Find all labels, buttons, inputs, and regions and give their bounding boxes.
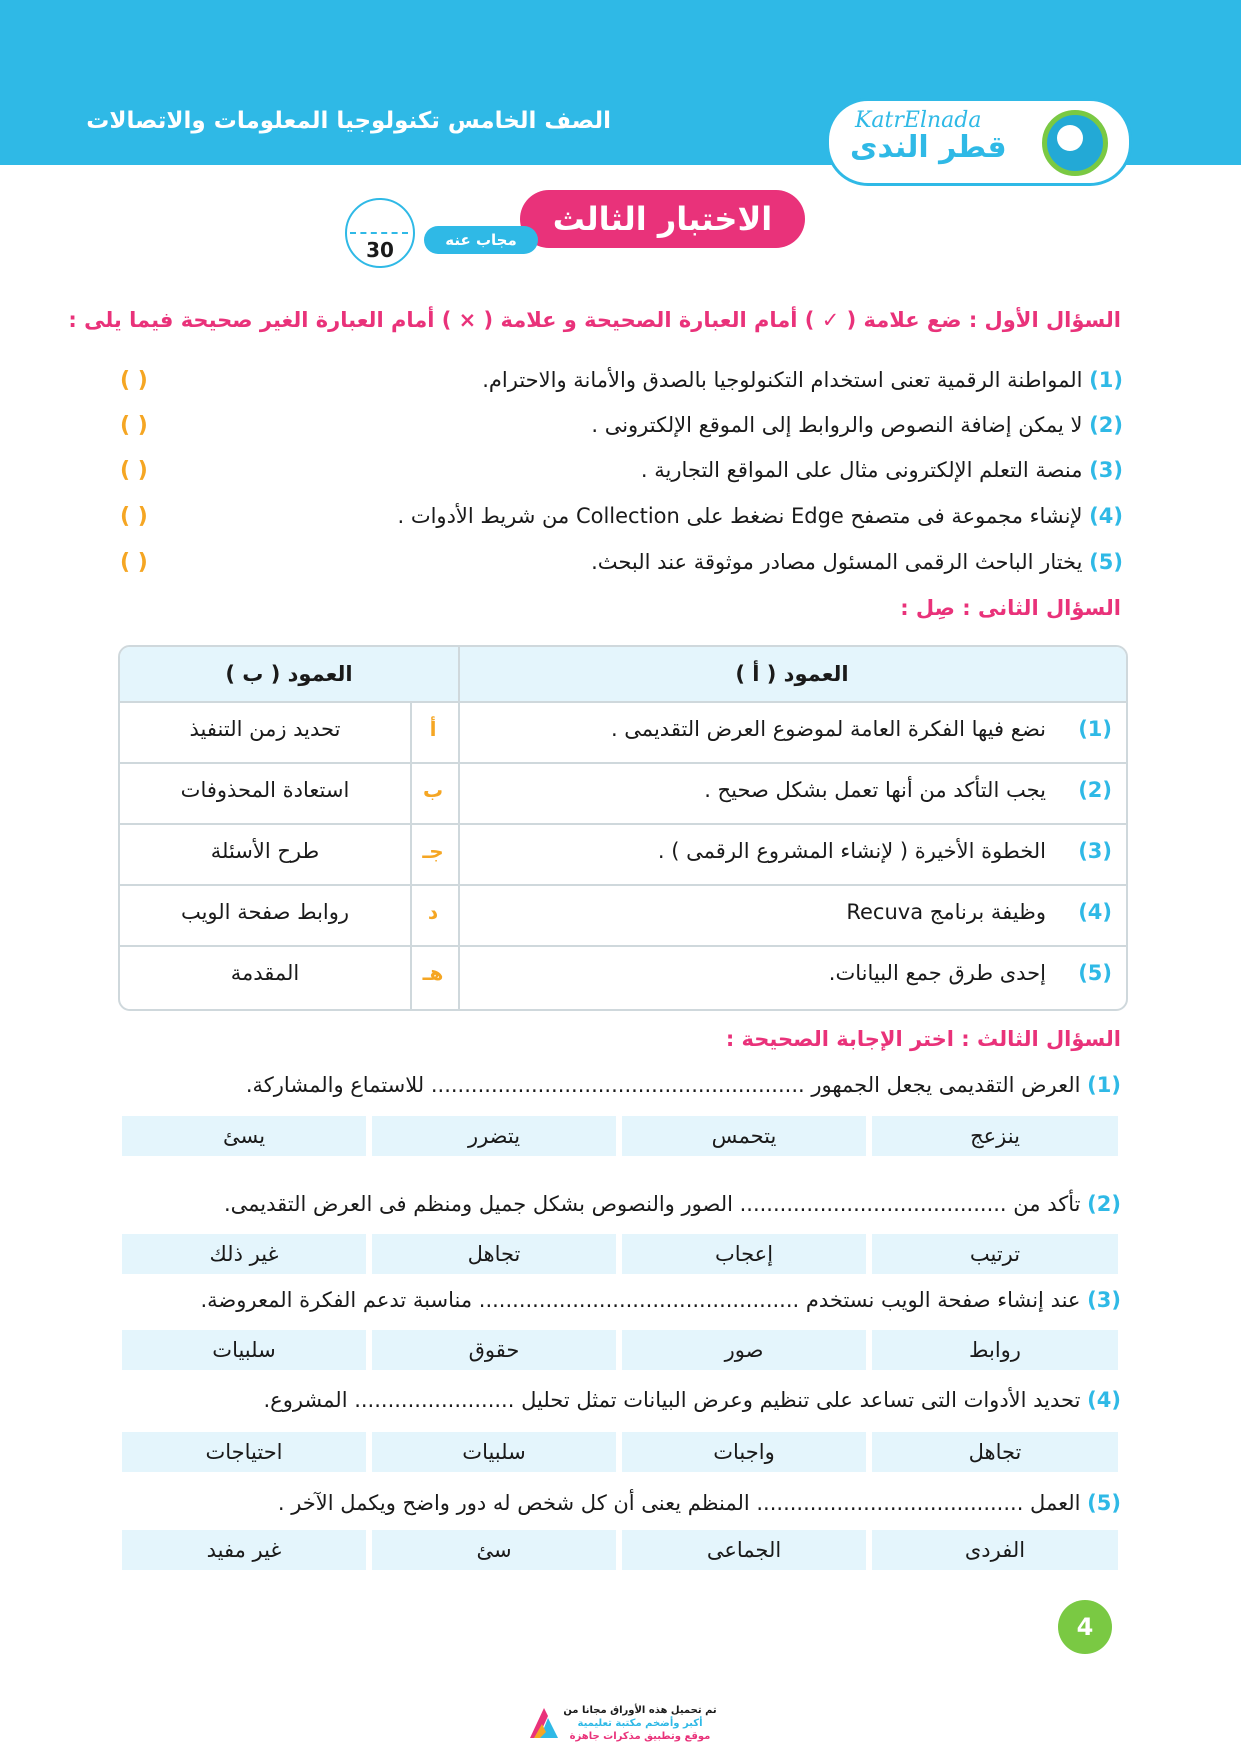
q3-question-text: عند إنشاء صفحة الويب نستخدم ................................................ مناسبة تدعم الفكرة المعروضة. — [200, 1288, 1081, 1312]
page-number: 4 — [1058, 1600, 1112, 1654]
q3-question — [278, 1491, 1121, 1515]
q1-item-num: (1) — [1089, 368, 1123, 392]
q3-question — [263, 1388, 1121, 1412]
col-b-letter: جـ — [422, 839, 444, 863]
q1-answer-paren[interactable]: ( ) — [120, 504, 148, 529]
logo-arabic-text: قطر الندى — [850, 130, 1007, 165]
q1-item-num: (4) — [1089, 504, 1123, 528]
row-divider — [120, 701, 1126, 703]
q3-option[interactable]: الجماعى — [622, 1530, 866, 1570]
col-a-text: نضع فيها الفكرة العامة لموضوع العرض التقديمى . — [610, 717, 1046, 741]
col-a-header: العمود ( أ ) — [458, 647, 1126, 701]
q1-item-text: لا يمكن إضافة النصوص والروابط إلى الموقع الإلكترونى . — [591, 413, 1083, 437]
test-title: الاختبار الثالث — [520, 190, 805, 248]
col-b-letter: د — [427, 900, 439, 924]
q3-option[interactable]: صور — [622, 1330, 866, 1370]
col-b-text: تحديد زمن التنفيذ — [189, 717, 341, 741]
q3-option[interactable]: تجاهل — [372, 1234, 616, 1274]
q3-option[interactable]: يتحمس — [622, 1116, 866, 1156]
q3-option[interactable]: تجاهل — [872, 1432, 1118, 1472]
q3-option[interactable]: واجبات — [622, 1432, 866, 1472]
q3-question-text: العمل ........................................ المنظم يعنى أن كل شخص له دور واضح ويكمل الآخر . — [277, 1491, 1081, 1515]
q1-item — [397, 504, 1123, 528]
answered-badge: مجاب عنه — [424, 226, 538, 254]
col-b-letter: أ — [429, 717, 437, 741]
q2-heading: السؤال الثانى : صِل : — [900, 596, 1121, 620]
q1-item — [641, 458, 1123, 482]
matching-table — [118, 645, 1128, 1011]
q3-option[interactable]: احتياجات — [122, 1432, 366, 1472]
col-b-text: استعادة المحذوفات — [180, 778, 350, 802]
q3-question-text: العرض التقديمى يجعل الجمهور ........................................................ للاستماع والمشاركة. — [245, 1073, 1081, 1097]
footer-logo-icon — [528, 1704, 560, 1740]
q1-answer-paren[interactable]: ( ) — [120, 550, 148, 575]
q3-question-num: (5) — [1087, 1491, 1121, 1515]
col-a-num: (3) — [1078, 839, 1112, 863]
q3-question — [200, 1288, 1121, 1312]
q3-option[interactable]: سلبيات — [122, 1330, 366, 1370]
q3-option[interactable]: سلبيات — [372, 1432, 616, 1472]
col-b-text: المقدمة — [230, 961, 300, 985]
q3-heading: السؤال الثالث : اختر الإجابة الصحيحة : — [725, 1027, 1121, 1051]
q3-question — [246, 1073, 1121, 1097]
q1-heading: السؤال الأول : ضع علامة ( ✓ ) أمام العبارة الصحيحة و علامة ( × ) أمام العبارة الغير صحيحة فيما يلى : — [68, 308, 1121, 332]
logo-drop-inner-icon — [1057, 125, 1083, 151]
q3-option[interactable]: حقوق — [372, 1330, 616, 1370]
q3-question-text: تحديد الأدوات التى تساعد على تنظيم وعرض البيانات تمثل تحليل ........................ المشروع. — [263, 1388, 1081, 1412]
q1-item-text: لإنشاء مجموعة فى متصفح Edge نضغط على Collection من شريط الأدوات . — [397, 504, 1083, 528]
row-divider — [120, 762, 1126, 764]
footer-credit — [560, 1704, 720, 1743]
q1-item — [482, 368, 1123, 392]
col-a-num: (5) — [1078, 961, 1112, 985]
q3-option[interactable]: ترتيب — [872, 1234, 1118, 1274]
q1-item-num: (2) — [1089, 413, 1123, 437]
col-a-num: (1) — [1078, 717, 1112, 741]
q3-option[interactable]: يسئ — [122, 1116, 366, 1156]
score-divider — [350, 232, 408, 234]
footer-line: تم تحميل هذه الأوراق مجانا من — [563, 1705, 717, 1716]
q1-item — [591, 550, 1123, 574]
q1-item — [591, 413, 1123, 437]
score-value: 30 — [366, 238, 394, 262]
q1-item-text: منصة التعلم الإلكترونى مثال على المواقع التجارية . — [640, 458, 1083, 482]
footer-line: أكبر وأضخم مكتبة تعليمية — [577, 1718, 703, 1729]
q3-option[interactable]: إعجاب — [622, 1234, 866, 1274]
col-a-text: الخطوة الأخيرة ( لإنشاء المشروع الرقمى ) . — [657, 839, 1046, 863]
q1-item-text: يختار الباحث الرقمى المسئول مصادر موثوقة عند البحث. — [591, 550, 1083, 574]
row-divider — [120, 884, 1126, 886]
col-b-text: طرح الأسئلة — [210, 839, 320, 863]
q1-item-text: المواطنة الرقمية تعنى استخدام التكنولوجيا بالصدق والأمانة والاحترام. — [482, 368, 1083, 392]
q1-item-num: (3) — [1089, 458, 1123, 482]
q3-question-num: (4) — [1087, 1388, 1121, 1412]
col-a-text: يجب التأكد من أنها تعمل بشكل صحيح . — [704, 778, 1046, 802]
q1-item-num: (5) — [1089, 550, 1123, 574]
q3-option[interactable]: الفردى — [872, 1530, 1118, 1570]
col-b-letter: ب — [422, 778, 444, 802]
q3-question-num: (2) — [1087, 1192, 1121, 1216]
col-a-text: إحدى طرق جمع البيانات. — [828, 961, 1046, 985]
q3-option[interactable]: غير ذلك — [122, 1234, 366, 1274]
q3-option[interactable]: روابط — [872, 1330, 1118, 1370]
q3-option[interactable]: غير مفيد — [122, 1530, 366, 1570]
logo-latin-text: KatrElnada — [855, 108, 982, 133]
q3-option[interactable]: ينزعج — [872, 1116, 1118, 1156]
col-a-text: وظيفة برنامج Recuva — [846, 900, 1046, 924]
q1-answer-paren[interactable]: ( ) — [120, 458, 148, 483]
header-title: الصف الخامس تكنولوجيا المعلومات والاتصالات — [86, 108, 611, 134]
q3-question-num: (1) — [1087, 1073, 1121, 1097]
num-spacer — [1070, 701, 1072, 1009]
q3-question-num: (3) — [1087, 1288, 1121, 1312]
row-divider — [120, 945, 1126, 947]
col-b-letter: هـ — [422, 961, 444, 985]
footer-line: موقع وتطبيق مذكرات جاهزة — [569, 1731, 711, 1742]
q1-answer-paren[interactable]: ( ) — [120, 413, 148, 438]
q3-option[interactable]: يتضرر — [372, 1116, 616, 1156]
col-b-header: العمود ( ب ) — [120, 647, 458, 701]
q3-question-text: تأكد من ........................................ الصور والنصوص بشكل جميل ومنظم فى العرض التقديمى. — [223, 1192, 1081, 1216]
col-a-num: (4) — [1078, 900, 1112, 924]
q3-option[interactable]: سئ — [372, 1530, 616, 1570]
q1-answer-paren[interactable]: ( ) — [120, 368, 148, 393]
row-divider — [120, 823, 1126, 825]
col-b-text: روابط صفحة الويب — [180, 900, 350, 924]
q3-question — [224, 1192, 1121, 1216]
col-a-num: (2) — [1078, 778, 1112, 802]
